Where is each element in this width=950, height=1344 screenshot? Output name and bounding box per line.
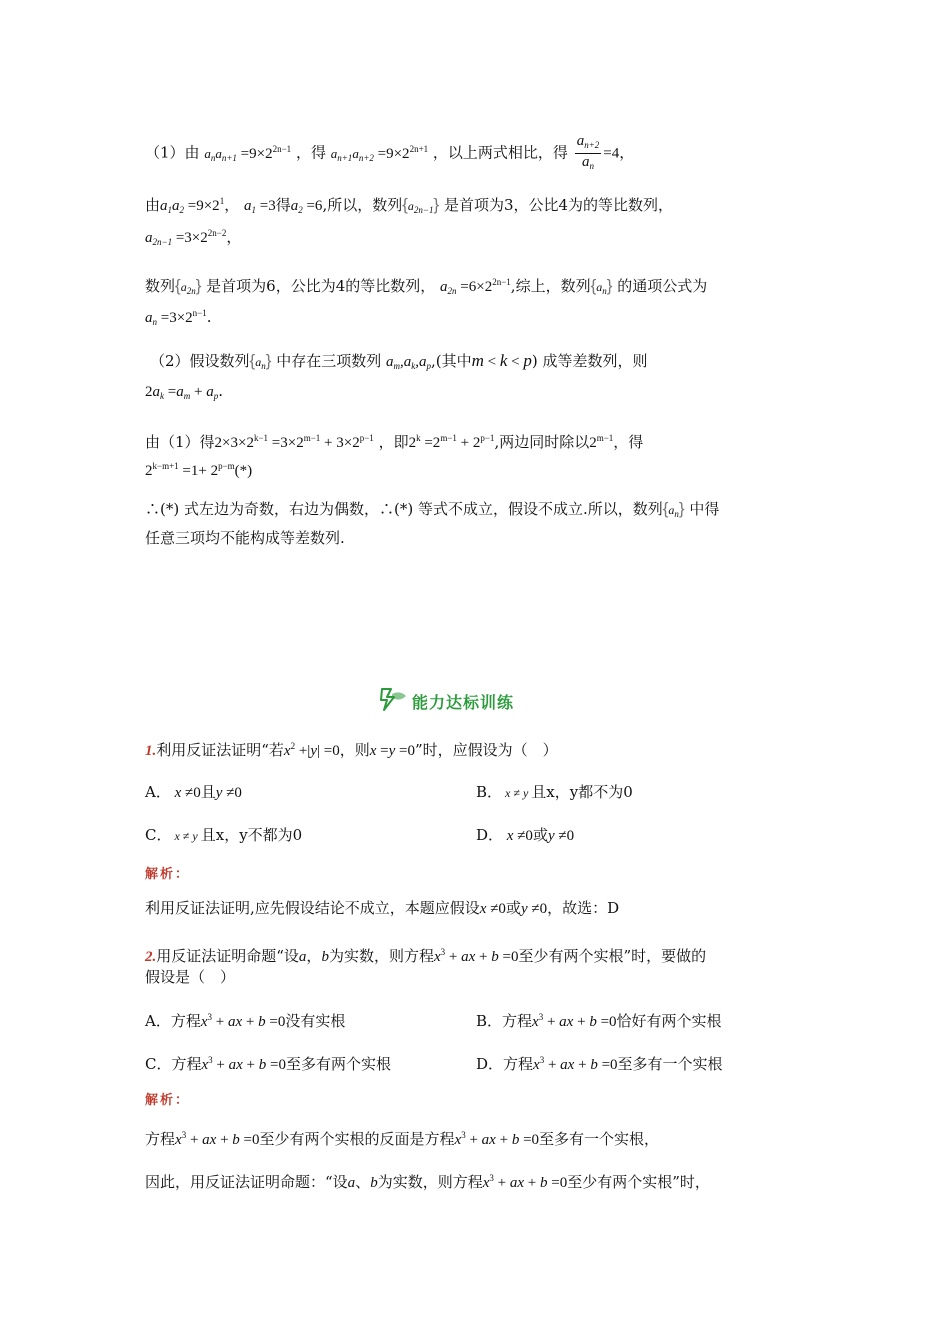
part1-line3: $a_{2n-1} =3\times 2^{2n-2}$，: [145, 228, 242, 247]
q2-option-d[interactable]: D．方程$x^3$ + ax + b =0至多有一个实根: [476, 1055, 723, 1073]
q2-stem: 2.用反证法证明命题“设a，b为实数，则方程$x^3$ + ax + b =0至少有两个实根”时，要做的: [145, 947, 707, 965]
q2-stem-line2: 假设是（ ）: [145, 968, 236, 986]
part1-line4: 数列$\{a_{2n}\}$ 是首项为6，公比为4的等比数列， $a_{2n} =6\times 2^{2n-1}$,综上，数列$\{a_n\}$ 的通项公式为: [145, 276, 708, 296]
lightning-leaf-icon: [378, 686, 408, 716]
q2-option-a[interactable]: A．方程$x^3$ + ax + b =0没有实根: [145, 1012, 346, 1030]
fraction-an2-over-an: $\frac{a_{n+2}}{a_n}$: [576, 133, 600, 171]
q2-analysis-line1: 方程$x^3$ + ax + b =0至少有两个实根的反面是方程$x^3$ + ax + b =0至多有一个实根，: [145, 1130, 660, 1148]
q2-analysis-label: 解析：: [145, 1093, 191, 1108]
part2-line1: （2）假设数列$\{a_n\}$ 中存在三项数列 $a_m,a_k,a_p$,(其中m < k < p) 成等差数列，则: [150, 351, 648, 371]
section-title-text: 能力达标训练: [412, 692, 515, 712]
part1-line5: $a_n =3\times 2^{n-1}$.: [145, 308, 212, 327]
part2-line3: 由（1）得$2\times 3\times 2^{k-1} =3\times 2^{m-1} + 3\times 2^{p-1}$ ，即$2^k =2^{m-1} + 2^{p-1}$,两边同时除以$2^{m-1}$，得: [145, 433, 644, 451]
q1-analysis-text: 利用反证法证明,应先假设结论不成立，本题应假设x ≠0或y ≠0，故选：D: [145, 899, 620, 917]
q2-option-b[interactable]: B．方程$x^3$ + ax + b =0恰好有两个实根: [476, 1012, 722, 1030]
q1-option-b[interactable]: B． x ≠ y 且x，y都不为0: [476, 783, 633, 801]
part1-line2: 由$a_1a_2 =9\times 2^1$， $a_1 =3$得$a_2 =6$,所以，数列$\{a_{2n-1}\}$ 是首项为3，公比4为的等比数列，: [145, 195, 674, 215]
part2-line2: $2a_k =a_m + a_p$.: [145, 382, 223, 401]
q2-option-c[interactable]: C．方程$x^3$ + ax + b =0至多有两个实根: [145, 1055, 391, 1073]
q2-analysis-line2: 因此，用反证法证明命题：“设a、b为实数，则方程$x^3$ + ax + b =0至少有两个实根”时，: [145, 1173, 710, 1191]
q1-option-d[interactable]: D． x ≠0或y ≠0: [476, 826, 575, 844]
part1-line1: （1）由 $a_na_{n+1} =9\times 2^{2n-1}$ ，得 $a_{n+1}a_{n+2} =9\times 2^{2n+1}$ ，以上两式相比，得 $\frac{a_{n+2}}{a_n}$ =4，: [145, 133, 634, 174]
part2-line4: $2^{k-m+1} =1+ 2^{p-m}(*)$: [145, 461, 253, 479]
part2-line5: ∴(*) 式左边为奇数，右边为偶数，∴(*) 等式不成立，假设不成立.所以，数列$\{a_n\}$ 中得: [145, 499, 720, 519]
q1-analysis-label: 解析：: [145, 867, 191, 882]
q1-stem: 1.利用反证法证明“若$x^2 +|y| =0$，则x =y =0”时，应假设为（ ）: [145, 741, 558, 759]
q1-option-c[interactable]: C． x ≠ y 且x，y不都为0: [145, 826, 303, 844]
section-title: [378, 686, 514, 716]
part2-line6: 任意三项均不能构成等差数列.: [145, 529, 345, 547]
q1-option-a[interactable]: A． x ≠0且y ≠0: [145, 783, 242, 801]
